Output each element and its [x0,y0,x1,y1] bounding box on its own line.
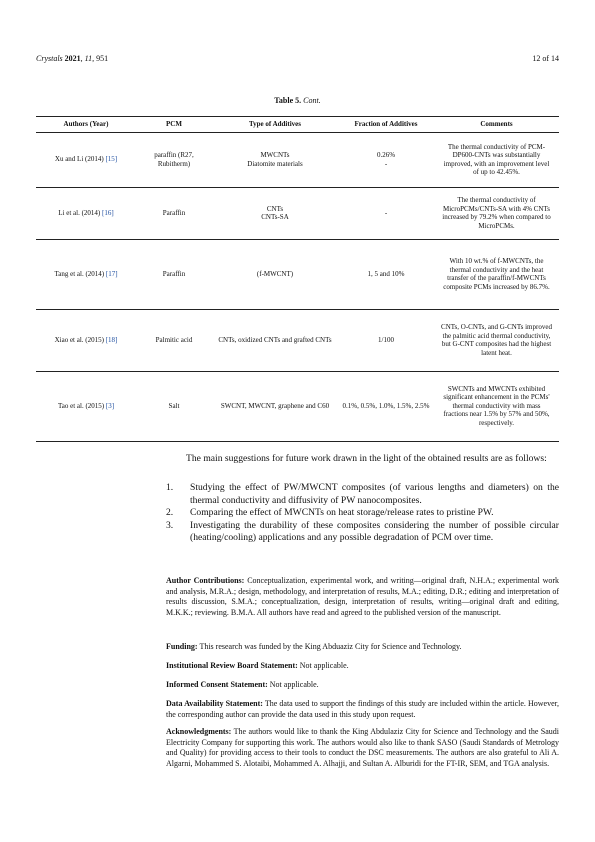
page-header [36,54,559,66]
list-number: 3. [166,519,174,531]
table-caption-cont: Cont. [303,96,321,105]
header-authors: Authors (Year) [36,117,136,133]
fraction-cell: 0.26% - [338,132,434,187]
list-number: 1. [166,482,174,493]
table-row [36,309,559,371]
journal-year: 2021 [64,54,81,63]
pcm-cell: Paraffin [136,239,212,309]
additives-cell: CNTs, oxidized CNTs and grafted CNTs [212,309,338,371]
reference-link[interactable]: [15] [105,155,118,164]
suggestions-intro: The main suggestions for future work drawn in the light of the obtained results are as follows: [186,453,547,464]
reference-link[interactable]: [17] [105,269,118,278]
list-item [166,482,559,507]
comment-cell: With 10 wt.% of f-MWCNTs, the thermal conductivity and the heat transfer of the paraffin/f-MWCNTs composite PCMs increased by 86.7%. [434,239,559,309]
results-table [36,116,559,442]
acknowledgments: Acknowledgments: The authors would like to thank the King Abdulaziz City for Science and Technology and the Saudi Electricity Company for supporting this work. The authors would also like to thank SASO (Saudi Standards of Metrology and Quality) for providing access to their tools to conduct the DSC measurements. The authors are also grateful to Ali A. Algarni, Mohammed S. Alotaibi, Mohammed A. Alhajji, and Sultan A. Alburidi for the FT-IR, SEM, and TGA analysis. [166,727,560,768]
table-caption [0,96,595,105]
table-row [36,132,559,187]
consent-statement: Informed Consent Statement: Not applicable. [166,680,319,689]
table-header-row [36,117,559,133]
journal-citation: Crystals 2021, 11, 951 [36,54,109,63]
list-item [166,507,559,520]
pcm-cell: Paraffin [136,187,212,239]
funding-statement: Funding: This research was funded by the King Abduaziz City for Science and Technology. [166,642,462,651]
list-text: Comparing the effect of MWCNTs on heat storage/release rates to pristine PW. [190,507,494,519]
pcm-cell: Palmitic acid [136,309,212,371]
header-comments: Comments [434,117,559,133]
list-number: 2. [166,507,174,519]
author-cell: Xiao et al. (2015) [18] [36,309,136,371]
reference-link[interactable]: [18] [105,335,118,344]
comment-cell: CNTs, O-CNTs, and G-CNTs improved the palmitic acid thermal conductivity, but G-CNT composites had the highest latent heat. [434,309,559,371]
fraction-cell: - [338,187,434,239]
author-contributions: Author Contributions: Conceptualization, experimental work, and writing—original draft, N.H.A.; experimental work and analysis, M.R.A.; design, methodology, and interpretation of results, M.A.; editing, D.R.; editing and interpretation of results discussion, S.M.A.; conceptualization, design, interpretation of results, writing—original draft and editing, M.K.K.; reviewing. B.M.A. All authors have read and agreed to the published version of the manuscript. [166,576,560,617]
journal-name: Crystals [36,54,63,63]
pcm-cell: paraffin (R27, Rubitherm) [136,132,212,187]
header-fraction: Fraction of Additives [338,117,434,133]
comment-cell: SWCNTs and MWCNTs exhibited significant enhancement in the PCMs' thermal conductivity with mass fractions near 1.5% by 57% and 50%, respectively. [434,371,559,441]
header-pcm: PCM [136,117,212,133]
list-text: Studying the effect of PW/MWCNT composites (of various lengths and diameters) on the thermal conductivity and diffusivity of PW nanocomposites. [190,482,559,506]
reference-link[interactable]: [16] [102,208,114,217]
author-cell: Tang et al. (2014) [17] [36,239,136,309]
table-row [36,187,559,239]
journal-volume: 11 [84,54,93,63]
fraction-cell: 1/100 [338,309,434,371]
author-cell: Tao et al. (2015) [3] [36,371,136,441]
author-cell: Xu and Li (2014) [15] [36,132,136,187]
comment-cell: The thermal conductivity of PCM-DP600-CNTs was substantially improved, with an improvement level of up to 42.45%. [434,132,559,187]
header-additives: Type of Additives [212,117,338,133]
list-item [166,520,559,545]
comment-cell: The thermal conductivity of MicroPCMs/CNTs-SA with 4% CNTs increased by 79.2% when compared to MicroPCMs. [434,187,559,239]
table-row [36,239,559,309]
article-number: 951 [96,54,109,63]
pcm-cell: Salt [136,371,212,441]
author-cell: Li et al. (2014) [16] [36,187,136,239]
additives-cell: SWCNT, MWCNT, graphene and C60 [212,371,338,441]
suggestions-list [166,482,559,545]
data-availability-statement: Data Availability Statement: The data used to support the findings of this study are included within the article. However, the corresponding author can provide the data used in this study upon request. [166,699,559,719]
additives-cell: CNTs CNTs-SA [212,187,338,239]
table-caption-label: Table 5. [274,96,302,105]
reference-link[interactable]: [3] [105,401,115,410]
additives-cell: (f-MWCNT) [212,239,338,309]
list-text: Investigating the durability of these composites considering the number of possible circular (heating/cooling) applications and any possible degradation of PCM over time. [190,519,559,544]
irb-statement: Institutional Review Board Statement: Not applicable. [166,661,349,670]
table-row [36,371,559,441]
fraction-cell: 0.1%, 0.5%, 1.0%, 1.5%, 2.5% [338,371,434,441]
page-number: 12 of 14 [532,54,559,63]
fraction-cell: 1, 5 and 10% [338,239,434,309]
additives-cell: MWCNTs Diatomite materials [212,132,338,187]
